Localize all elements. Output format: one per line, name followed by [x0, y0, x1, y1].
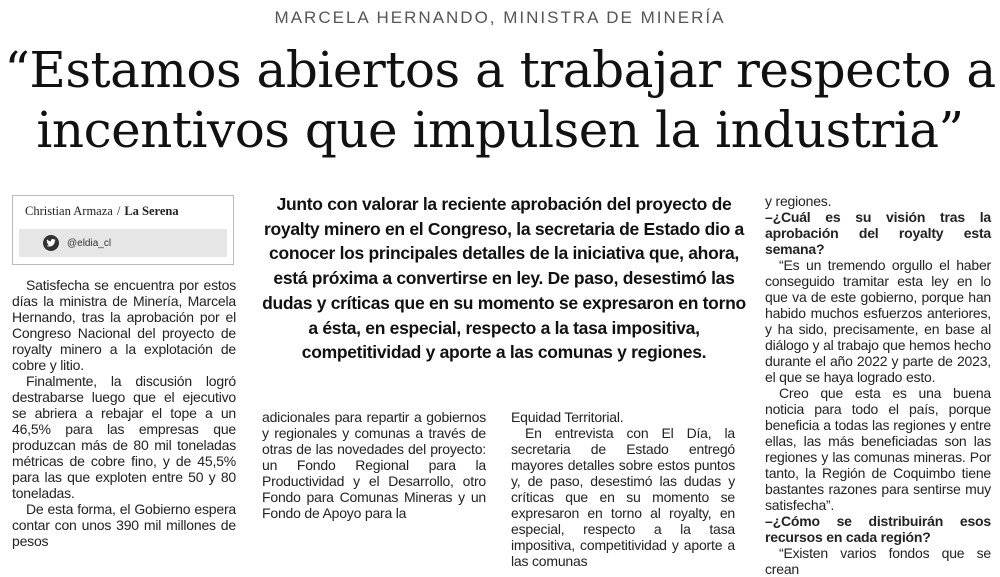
- col1-paragraph-3: De esta forma, el Gobierno espera contar con unos 390 mil millones de pesos: [12, 501, 236, 549]
- headline-line-1: “Estamos abiertos a trabajar respecto a: [4, 41, 996, 99]
- column-2: [262, 409, 486, 521]
- byline-author: Christian Armaza: [25, 204, 113, 218]
- col4-paragraph-3: Creo que esta es una buena noticia para todo el país, porque beneficia a todas las regiones y entre ellas, las más beneficiadas son las regiones y las comunas mineras. Por tanto, la Región de Coquimbo tiene bastantes razones para sentirse muy satisfecha”.: [765, 385, 991, 513]
- col2-paragraph-1: adicionales para repartir a gobiernos y regionales y comunas a través de otras de las novedades del proyecto: un Fondo Regional para la Productividad y el Desarrollo, otro Fondo para Comunas Mineras y un Fondo de Apoyo para la: [262, 409, 486, 521]
- article-headline: [0, 40, 1000, 160]
- social-bar: [19, 229, 227, 257]
- col1-paragraph-2: Finalmente, la discusión logró destrabarse luego que el ejecutivo se abriera a rebajar el tope a un 46,5% para las empresas que produzcan más de 80 mil toneladas métricas de cobre fino, y de 45,5% para las que exploten entre 50 y 80 toneladas.: [12, 373, 236, 501]
- article-lead: Junto con valorar la reciente aprobación del proyecto de royalty minero en el Congreso, la secretaria de Estado dio a conocer los principales detalles de la iniciativa que, ahora, está próxima a convertirse en ley. De paso, desestimó las dudas y críticas que en su momento se expresaron en torno a ésta, en especial, respecto a la tasa impositiva, competitividad y aporte a las comunas y regiones.: [262, 194, 746, 363]
- interview-question-2: –¿Cómo se distribuirán esos recursos en cada región?: [765, 513, 991, 545]
- col4-paragraph-2: “Es un tremendo orgullo el haber conseguido tramitar esta ley en lo que va de este gobierno, porque han habido muchos esfuerzos anteriores, y ha sido, precisamente, en base al diálogo y al trabajo que hemos hecho durante el año 2022 y parte de 2023, el que se haya logrado esto.: [765, 257, 991, 385]
- column-3: [511, 409, 735, 569]
- twitter-icon: [43, 235, 59, 251]
- byline-box: [12, 195, 234, 265]
- social-handle: @eldia_cl: [67, 237, 112, 249]
- interview-question-1: –¿Cuál es su visión tras la aprobación del royalty esta semana?: [765, 209, 991, 257]
- headline-line-2: incentivos que impulsen la industria”: [36, 101, 964, 159]
- article-kicker: MARCELA HERNANDO, MINISTRA DE MINERÍA: [274, 8, 726, 27]
- column-1: [12, 277, 236, 549]
- byline-place: La Serena: [124, 204, 179, 218]
- column-4: [765, 193, 991, 577]
- col3-paragraph-1: Equidad Territorial.: [511, 409, 624, 425]
- col1-paragraph-1: Satisfecha se encuentra por estos días la ministra de Minería, Marcela Hernando, tras la aprobación por el Congreso Nacional del proyecto de royalty minero a la explotación de cobre y litio.: [12, 277, 236, 373]
- col3-paragraph-2: En entrevista con El Día, la secretaria de Estado entregó mayores detalles sobre estos puntos y, de paso, desestimó las dudas y críticas que en su momento se expresaron en torno al royalty, en especial, respecto a la tasa impositiva, competitividad y aporte a las comunas: [511, 425, 735, 569]
- col4-paragraph-1: y regiones.: [765, 193, 832, 209]
- byline-separator: /: [116, 204, 121, 218]
- byline: [25, 204, 179, 219]
- col4-paragraph-4: “Existen varios fondos que se crean: [765, 545, 991, 577]
